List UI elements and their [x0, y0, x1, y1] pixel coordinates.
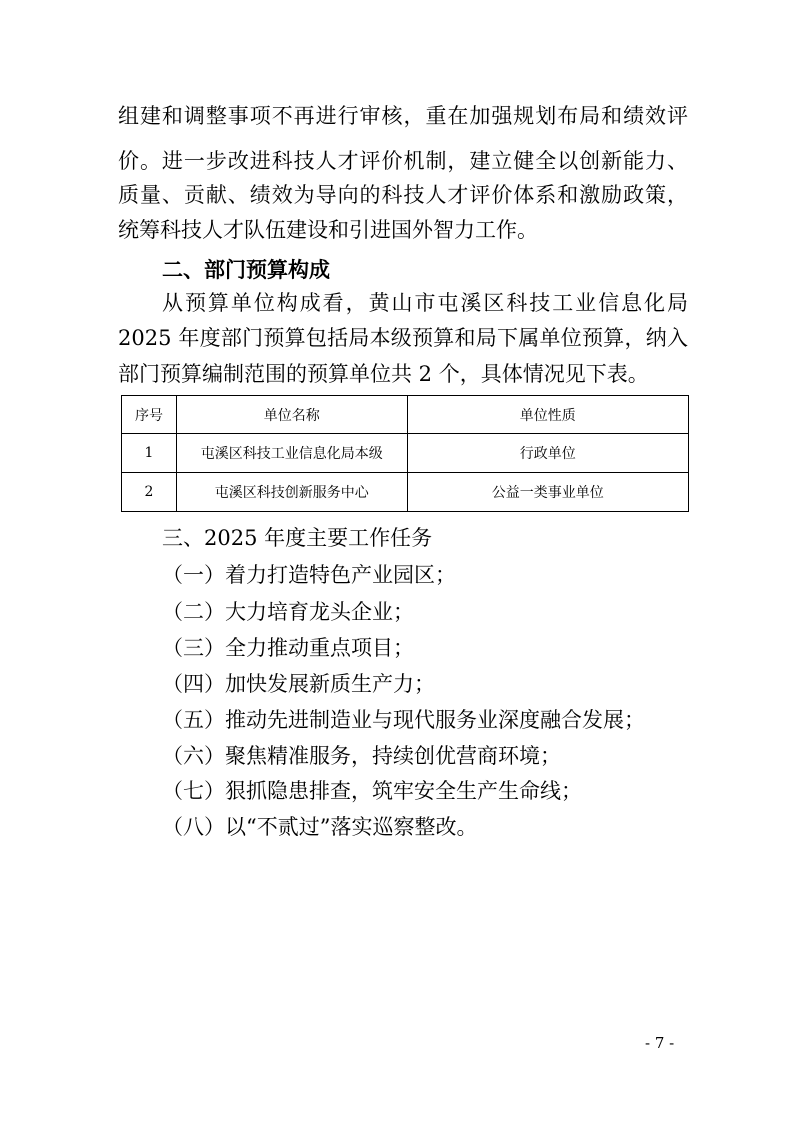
- table-row: [122, 473, 689, 512]
- section-heading-main-tasks: 三、2025 年度主要工作任务: [162, 526, 433, 550]
- section-heading-budget-composition: 二、部门预算构成: [162, 258, 330, 282]
- page-number: - 7 -: [645, 1034, 675, 1052]
- task-item: （八）以“不贰过”落实巡察整改。: [162, 815, 478, 839]
- header-index: 序号: [122, 396, 177, 434]
- cell-index: 1: [122, 434, 177, 473]
- cell-unit-name: 屯溪区科技工业信息化局本级: [176, 434, 407, 473]
- header-unit-name: 单位名称: [176, 396, 407, 434]
- section2-line-3: 部门预算编制范围的预算单位共 2 个，具体情况见下表。: [118, 362, 649, 386]
- paragraph-line-1: 组建和调整事项不再进行审核，重在加强规划布局和绩效评: [118, 104, 688, 128]
- paragraph-line-4: 统筹科技人才队伍建设和引进国外智力工作。: [118, 218, 538, 242]
- task-item: （六）聚焦精准服务，持续创优营商环境；: [162, 744, 561, 768]
- task-item: （四）加快发展新质生产力；: [162, 672, 435, 696]
- budget-units-table: [121, 395, 689, 512]
- paragraph-line-3: 质量、贡献、绩效为导向的科技人才评价体系和激励政策，: [118, 183, 688, 207]
- task-item: （七）狠抓隐患排查，筑牢安全生产生命线；: [162, 779, 582, 803]
- cell-unit-nature: 行政单位: [407, 434, 689, 473]
- task-item: （五）推动先进制造业与现代服务业深度融合发展；: [162, 708, 645, 732]
- cell-unit-name: 屯溪区科技创新服务中心: [176, 473, 407, 512]
- task-item: （三）全力推动重点项目；: [162, 636, 414, 660]
- paragraph-line-2: 价。进一步改进科技人才评价机制，建立健全以创新能力、: [118, 149, 688, 173]
- table-header-row: [122, 396, 689, 434]
- task-item: （二）大力培育龙头企业；: [162, 600, 414, 624]
- section2-line-2: 2025 年度部门预算包括局本级预算和局下属单位预算，纳入: [118, 326, 688, 350]
- table-row: [122, 434, 689, 473]
- cell-unit-nature: 公益一类事业单位: [407, 473, 689, 512]
- task-item: （一）着力打造特色产业园区；: [162, 563, 456, 587]
- section2-line-1: 从预算单位构成看，黄山市屯溪区科技工业信息化局: [162, 291, 688, 315]
- header-unit-nature: 单位性质: [407, 396, 689, 434]
- cell-index: 2: [122, 473, 177, 512]
